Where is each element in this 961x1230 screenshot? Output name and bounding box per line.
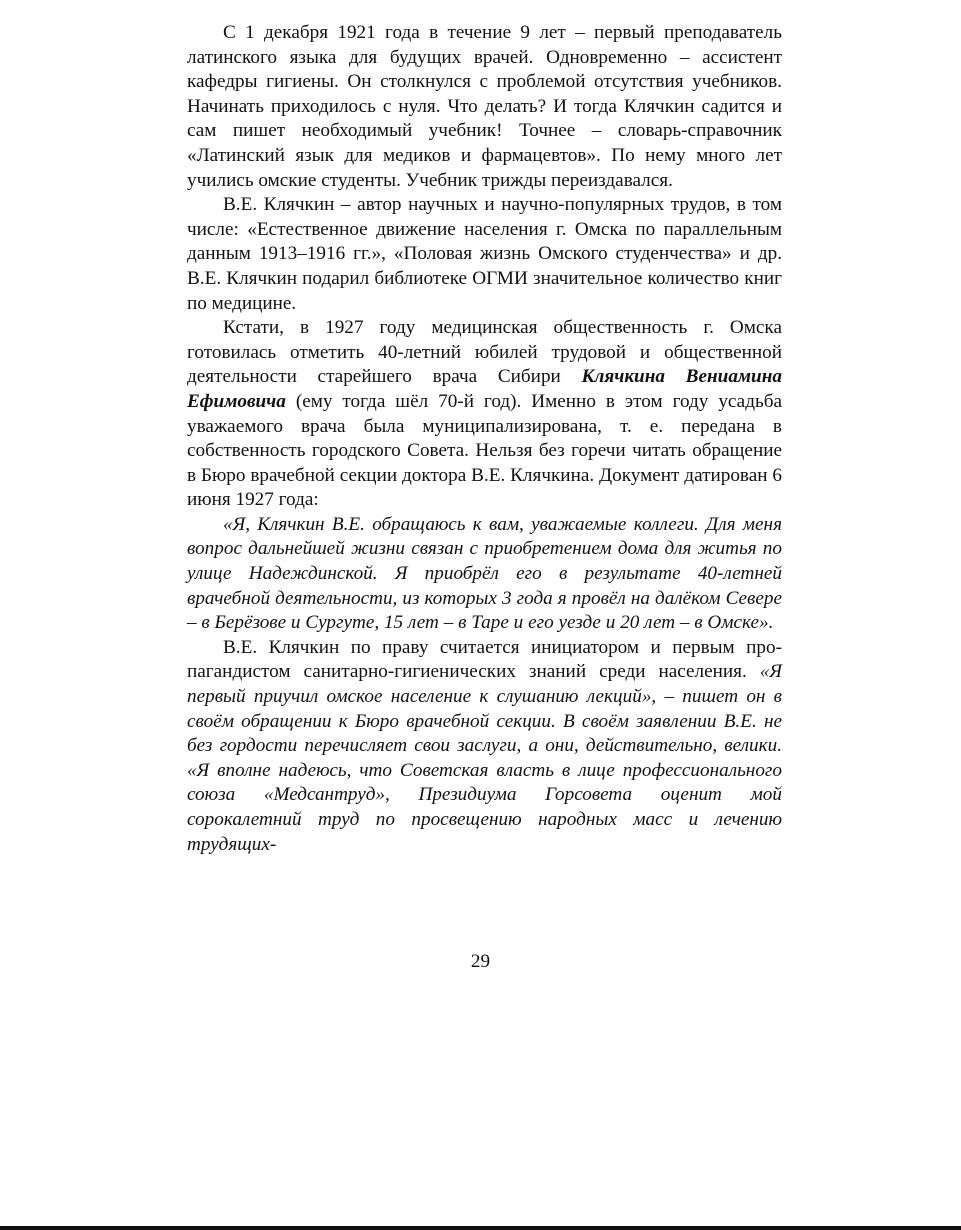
- paragraph: [187, 21, 782, 193]
- paragraph-text: С 1 декабря 1921 года в течение 9 лет – первый преподаватель латинского языка для будущих врачей. Одновременно – ассистент кафедры гигиены. Он столкнулся с проблемой отсутствия учебников. Начинать приходилось с нуля. Что делать? И тогда Клячкин садится и сам пишет необходимый учебник! Точнее – словарь-справочник «Латинский язык для медиков и фармацевтов». По нему много лет учились омские студенты. Учебник трижды переиздавался.: [187, 22, 782, 191]
- page-number: 29: [470, 951, 491, 972]
- paragraph: [187, 636, 782, 857]
- document-body: [187, 21, 782, 857]
- paragraph-text: В.Е. Клячкин по праву считается инициатором и первым пропагандистом санитарно-гигиенических знаний среди населения.: [187, 636, 782, 683]
- paragraph-text: (ему тогда шёл 70-й год). Именно в этом году усадьба уважаемого врача была муниципализирована, т. е. передана в собственность городского Совета. Нельзя без горечи читать обращение в Бюро врачебной секции доктора В.Е. Клячкина. Документ датирован 6 июня 1927 года:: [187, 390, 782, 511]
- paragraph: [187, 193, 782, 316]
- quote-paragraph: [187, 513, 782, 636]
- paragraph-text: Кстати, в 1927 году медицинская общественность г. Омска готовилась отметить 40-летний юбилей трудовой и общественной деятельности старейшего врача Сибири: [187, 317, 782, 388]
- paragraph: [187, 316, 782, 513]
- paragraph-text: В.Е. Клячкин – автор научных и научно-популярных трудов, в том числе: «Естественное движение населения г. Омска по параллельным данным 1913–1916 гг.», «Половая жизнь Омского студенчества» и др. В.Е. Клячкин подарил библиотеке ОГМИ значительное количество книг по медицине.: [187, 194, 782, 314]
- quote-text: «Я первый приучил омское население к слушанию лекций», – пишет он в своём обращении к Бюро врачебной секции. В своём заявлении В.Е. не без гордости перечисляет свои заслуги, а они, действительно, велики. «Я вполне надеюсь, что Советская власть в лице профессионального союза «Медсантруд», Президиума Горсовета оценит мой сорокалетний труд по просвещению народных масс и лечению трудящих-: [187, 661, 782, 855]
- quote-text: «Я, Клячкин В.Е. обращаюсь к вам, уважаемые коллеги. Для меня вопрос дальнейшей жизни связан с приобретением дома для житья по улице Надеждинской. Я приобрёл его в результате 40-летней врачебной деятельности, из которых 3 года я провёл на далёком Севере – в Берёзове и Сургуте, 15 лет – в Таре и его уезде и 20 лет – в Омске».: [187, 513, 782, 634]
- person-name-emphasis: Клячкина Вениамина Ефимовича: [187, 366, 782, 412]
- scan-edge-rule: [0, 1226, 961, 1230]
